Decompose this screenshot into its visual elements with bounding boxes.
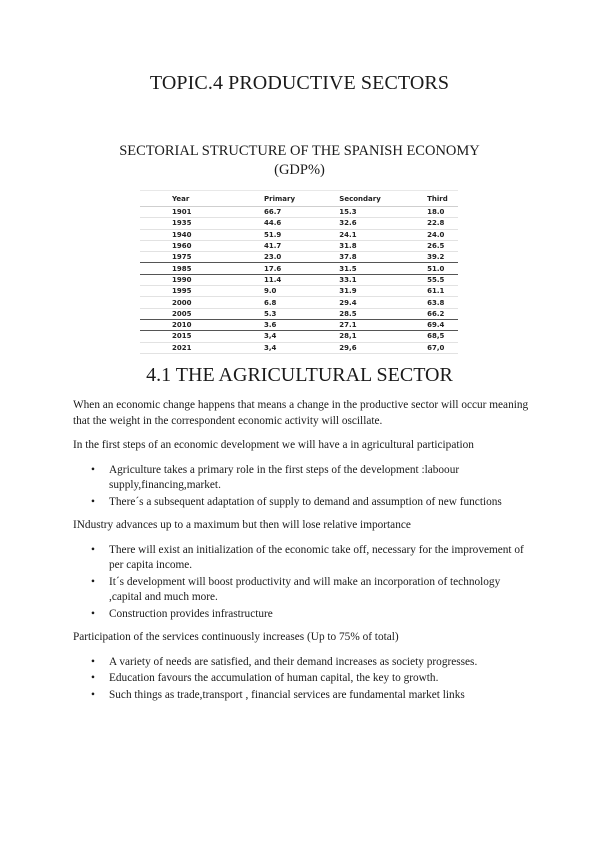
cell-third: 18.0 bbox=[395, 207, 458, 218]
cell-year: 1985 bbox=[140, 263, 232, 274]
header-year: Year bbox=[140, 191, 232, 207]
header-third: Third bbox=[395, 191, 458, 207]
gdp-sector-table bbox=[140, 190, 458, 354]
table-row bbox=[140, 297, 458, 308]
table-row bbox=[140, 331, 458, 342]
cell-secondary: 15.3 bbox=[307, 207, 395, 218]
cell-year: 1935 bbox=[140, 218, 232, 229]
table-header-row bbox=[140, 191, 458, 207]
cell-primary: 17.6 bbox=[232, 263, 307, 274]
cell-year: 2021 bbox=[140, 342, 232, 353]
cell-third: 26.5 bbox=[395, 240, 458, 251]
cell-primary: 3.6 bbox=[232, 319, 307, 330]
body-text bbox=[73, 398, 533, 711]
cell-third: 22.8 bbox=[395, 218, 458, 229]
paragraph: INdustry advances up to a maximum but then will lose relative importance bbox=[73, 519, 411, 531]
cell-primary: 44.6 bbox=[232, 218, 307, 229]
cell-third: 67,0 bbox=[395, 342, 458, 353]
table-caption-line2: (GDP%) bbox=[274, 162, 325, 178]
list-item: • There´s a subsequent adaptation of supply to demand and assumption of new functions bbox=[109, 495, 533, 511]
list-item: • Construction provides infrastructure bbox=[109, 607, 533, 623]
table-row bbox=[140, 342, 458, 353]
cell-year: 2015 bbox=[140, 331, 232, 342]
cell-primary: 66.7 bbox=[232, 207, 307, 218]
table-row bbox=[140, 207, 458, 218]
cell-year: 1901 bbox=[140, 207, 232, 218]
cell-primary: 23.0 bbox=[232, 252, 307, 263]
cell-primary: 41.7 bbox=[232, 240, 307, 251]
cell-secondary: 27.1 bbox=[307, 319, 395, 330]
cell-third: 61.1 bbox=[395, 286, 458, 297]
cell-third: 68,5 bbox=[395, 331, 458, 342]
cell-primary: 51.9 bbox=[232, 229, 307, 240]
page-title: TOPIC.4 PRODUCTIVE SECTORS bbox=[149, 72, 450, 94]
cell-year: 2010 bbox=[140, 319, 232, 330]
cell-secondary: 28.5 bbox=[307, 308, 395, 319]
cell-secondary: 32.6 bbox=[307, 218, 395, 229]
header-secondary: Secondary bbox=[307, 191, 395, 207]
cell-year: 2005 bbox=[140, 308, 232, 319]
cell-primary: 11.4 bbox=[232, 274, 307, 285]
cell-primary: 3,4 bbox=[232, 331, 307, 342]
cell-third: 51.0 bbox=[395, 263, 458, 274]
table-row bbox=[140, 252, 458, 263]
cell-year: 1940 bbox=[140, 229, 232, 240]
table-row bbox=[140, 218, 458, 229]
list-item: • It´s development will boost productivity and will make an incorporation of technology ,capital and much more. bbox=[109, 575, 533, 606]
table-row bbox=[140, 263, 458, 274]
cell-secondary: 24.1 bbox=[307, 229, 395, 240]
list-item: • Agriculture takes a primary role in the first steps of the development :laboour supply,financing,market. bbox=[109, 463, 533, 494]
cell-secondary: 37.8 bbox=[307, 252, 395, 263]
bullet-list bbox=[73, 463, 533, 511]
table-row bbox=[140, 240, 458, 251]
list-item: • There will exist an initialization of the economic take off, necessary for the improvement of per capita income. bbox=[109, 543, 533, 574]
cell-year: 1990 bbox=[140, 274, 232, 285]
table-caption-line1: SECTORIAL STRUCTURE OF THE SPANISH ECONOMY bbox=[119, 143, 480, 159]
table-row bbox=[140, 308, 458, 319]
bullet-list bbox=[73, 543, 533, 623]
cell-secondary: 33.1 bbox=[307, 274, 395, 285]
cell-third: 24.0 bbox=[395, 229, 458, 240]
list-item: • Education favours the accumulation of human capital, the key to growth. bbox=[109, 671, 533, 687]
bullet-list bbox=[73, 655, 533, 704]
cell-third: 63.8 bbox=[395, 297, 458, 308]
cell-primary: 9.0 bbox=[232, 286, 307, 297]
cell-third: 55.5 bbox=[395, 274, 458, 285]
section-heading: 4.1 THE AGRICULTURAL SECTOR bbox=[146, 364, 453, 386]
cell-secondary: 31.5 bbox=[307, 263, 395, 274]
paragraph: When an economic change happens that means a change in the productive sector will occur meaning that the weight in the correspondent economic activity will oscillate. bbox=[73, 399, 529, 427]
cell-third: 66.2 bbox=[395, 308, 458, 319]
cell-year: 1960 bbox=[140, 240, 232, 251]
list-item: • Such things as trade,transport , financial services are fundamental market links bbox=[109, 688, 533, 704]
paragraph: In the first steps of an economic development we will have a in agricultural participation bbox=[73, 439, 474, 451]
table-caption bbox=[0, 142, 599, 180]
header-primary: Primary bbox=[232, 191, 307, 207]
cell-primary: 6.8 bbox=[232, 297, 307, 308]
cell-year: 2000 bbox=[140, 297, 232, 308]
cell-primary: 5.3 bbox=[232, 308, 307, 319]
cell-secondary: 29,6 bbox=[307, 342, 395, 353]
cell-secondary: 31.8 bbox=[307, 240, 395, 251]
table-row bbox=[140, 286, 458, 297]
paragraph: Participation of the services continuously increases (Up to 75% of total) bbox=[73, 631, 399, 643]
table-row bbox=[140, 274, 458, 285]
list-item: • A variety of needs are satisfied, and their demand increases as society progresses. bbox=[109, 655, 533, 671]
cell-primary: 3,4 bbox=[232, 342, 307, 353]
cell-third: 69.4 bbox=[395, 319, 458, 330]
table-row bbox=[140, 319, 458, 330]
cell-secondary: 31.9 bbox=[307, 286, 395, 297]
cell-secondary: 29.4 bbox=[307, 297, 395, 308]
cell-secondary: 28,1 bbox=[307, 331, 395, 342]
cell-year: 1975 bbox=[140, 252, 232, 263]
cell-year: 1995 bbox=[140, 286, 232, 297]
cell-third: 39.2 bbox=[395, 252, 458, 263]
table-row bbox=[140, 229, 458, 240]
